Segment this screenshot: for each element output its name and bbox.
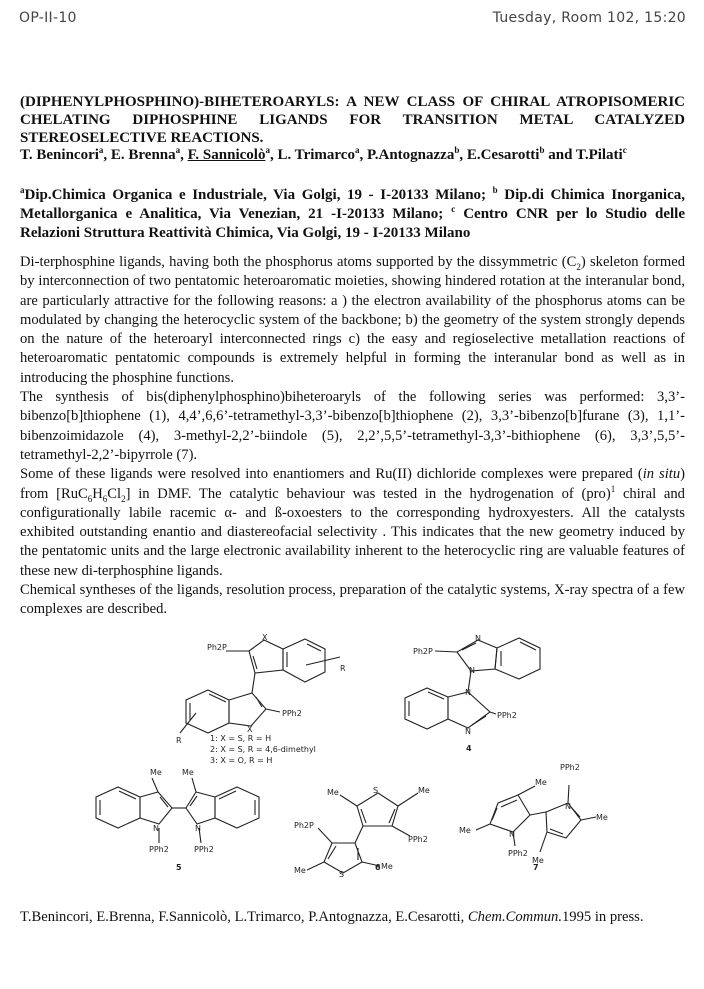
ph2p-label: Ph2P (207, 643, 227, 652)
journal-name: Chem.Commun. (467, 909, 562, 925)
n-label: N (475, 634, 481, 643)
structure-1-3 (176, 633, 346, 765)
structure-6 (294, 786, 430, 879)
x-label: X (247, 725, 253, 734)
pph2-label: PPh2 (408, 835, 428, 844)
r-label: R (176, 736, 182, 745)
paragraph: Di-terphosphine ligands, having both the phosphorus atoms supported by the dissymmetric $(C_2)$ skeleton formed by interconnection of two pentatomic heteroaromatic moieties, showing hindered rotation at the interanular bond, are particularly attractive for the following reasons: a ) the electron availability of the phosphorus atoms can be modulated by changing the heterocyclic system of the backbone; b) the geometry of the system strongly depends on the nature of the heteroaryl interconnected rings c) the easy and regioselective metallation reactions of heteroaromatic pentatomic compounds is extremely helpful in forming the interanular bond as well as in introducing the phosphine functions. (20, 254, 685, 386)
pph2-label: PPh2 (282, 709, 302, 718)
paragraph: The synthesis of bis(diphenylphosphino)biheteroaryls of the following series was performed: 3,3’-bibenzo[b]thiophene (1), 4,4’,6,6’-tetramethyl-3,3’-bibenzo[b]thiophene (2), 3,3’-bibenzo[b]furane (3), 1,1’-bibenzoimidazole (4), 3-methyl-2,2’-biindole (5), 2,2’,5,5’-tetramethyl-3,3’-bithiophene (6), 3,3’,5,5’- tetramethyl-2,2’-bipyrrole (7). (20, 389, 685, 463)
author: T.Pilati$^c$ (575, 145, 627, 163)
compound-legend: 3: X = O, R = H (210, 756, 273, 765)
methyl-label: Me (418, 786, 430, 795)
methyl-label: Me (596, 813, 608, 822)
affiliation: Centro CNR per lo Studio delle Relazioni Struttura Reattività Chimica, Via Golgi, 19 - I-20133 Milano (20, 206, 685, 241)
ph2p-label: Ph2P (413, 647, 433, 656)
affiliation: Dip.Chimica Organica e Industriale, Via Golgi, 19 - I-20133 Milano; (24, 187, 493, 203)
methyl-label: Me (532, 856, 544, 865)
affiliation: Dip.di Chimica Inorganica, Metallorganica e Analitica, Via Venezian, 21 -I-20133 Milano; (20, 187, 685, 222)
n-label: N (465, 688, 471, 697)
n-label: N (153, 824, 159, 833)
methyl-label: Me (294, 866, 306, 875)
methyl-label: Me (182, 768, 194, 777)
compound-legend: 1: X = S, R = H (210, 734, 272, 743)
n-label: N (565, 802, 571, 811)
n-label: N (195, 824, 201, 833)
methyl-label: Me (327, 788, 339, 797)
structure-7 (459, 763, 608, 872)
paragraph: Some of these ligands were resolved into enantiomers and Ru(II) dichloride complexes were prepared (in situ) from $[RuC_6H_6Cl_2]$ in DMF. The catalytic behaviour was tested in the hydrogenation of (pro)$^1$ chiral and configurationally labile racemic α- and ß-oxoesters to the corresponding hydroxyesters. All the catalysts exhibited outstanding enantio and diastereofacial selectivity . This indicates that the new geometry induced by the pentatomic units and the large electronic availability inherent to the heterocyclic ring are valuable features of these new di-terphosphine ligands. (20, 466, 685, 579)
pph2-label: PPh2 (149, 845, 169, 854)
pph2-label: PPh2 (508, 849, 528, 858)
paragraph: Chemical syntheses of the ligands, resolution process, preparation of the catalytic systems, X-ray spectra of a few complexes are described. (20, 582, 685, 618)
author-presenting: F. Sannicolò$^a$, (187, 145, 278, 163)
methyl-label: Me (535, 778, 547, 787)
pph2-label: PPh2 (497, 711, 517, 720)
methyl-label: Me (381, 862, 393, 871)
abstract-code: OP-II-10 (19, 10, 77, 26)
compound-number: 6 (375, 863, 381, 872)
n-label: N (509, 830, 515, 839)
author: E.Cesarotti$^b$ and (466, 145, 576, 163)
ph2p-label: Ph2P (294, 821, 314, 830)
session-info: Tuesday, Room 102, 15:20 (492, 10, 686, 26)
compound-number: 7 (533, 863, 539, 872)
pph2-label: PPh2 (194, 845, 214, 854)
author: P.Antognazza$^b$, (366, 145, 467, 163)
sulfur-label: S (373, 786, 379, 795)
author: T. Benincori$^a$, (20, 145, 111, 163)
abstract-title: (DIPHENYLPHOSPHINO)-BIHETEROARYLS: A NEW CLASS OF CHIRAL ATROPISOMERIC CHELATING DIPHOSPHINE LIGANDS FOR TRANSITION METAL CATALYZED STEREOSELECTIVE REACTIONS. (20, 94, 685, 146)
r-label: R (340, 664, 346, 673)
compound-number: 4 (466, 744, 472, 753)
n-label: N (465, 727, 471, 736)
structure-5 (96, 768, 259, 872)
author: L. Trimarco$^a$, (277, 145, 367, 163)
methyl-label: Me (150, 768, 162, 777)
methyl-label: Me (459, 826, 471, 835)
author: E. Brenna$^a$, (110, 145, 188, 163)
compound-legend: 2: X = S, R = 4,6-dimethyl (210, 745, 316, 754)
reference-citation: T.Benincori, E.Brenna, F.Sannicolò, L.Trimarco, P.Antognazza, E.Cesarotti, Chem.Commun.1995 in press. (20, 909, 644, 925)
n-label: N (469, 666, 475, 675)
sulfur-label: S (339, 870, 345, 879)
affiliations: $^a$Dip.Chimica Organica e Industriale, Via Golgi, 19 - I-20133 Milano; $^b$ Dip.di Chimica Inorganica, Metallorganica e Analitica, Via Venezian, 21 -I-20133 Milano; $^c$ Centro CNR per lo Studio delle Relazioni Struttura Reattività Chimica, Via Golgi, 19 - I-20133 Milano (20, 185, 685, 241)
pph2-label: PPh2 (560, 763, 580, 772)
compound-number: 5 (176, 863, 182, 872)
structure-4 (405, 634, 540, 753)
x-label: X (262, 633, 268, 642)
